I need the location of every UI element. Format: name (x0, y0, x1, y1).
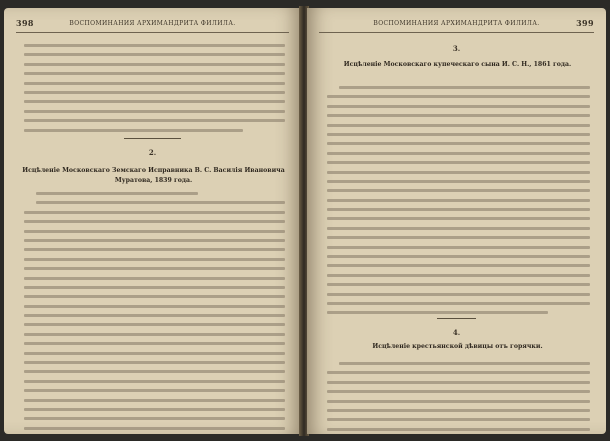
right-running-head (319, 18, 594, 30)
right-section-heading-top: Исцѣленіе Московскаго купеческаго сына И. С. Н., 1861 года. (343, 61, 572, 68)
left-section-number: 2. (148, 148, 157, 157)
left-section-heading: Исцѣленіе Московскаго Земскаго Исправника В. С. Василія Ивановича Муратова, 1839 года. (22, 167, 285, 184)
left-running-title: ВОСПОМИНАНИЯ АРХИМАНДРИТА ФИЛИЛА. (69, 20, 236, 27)
right-section-heading-bottom: Исцѣленіе крестьянской дѣвицы отъ горячки. (372, 343, 543, 350)
right-running-title: ВОСПОМИНАНИЯ АРХИМАНДРИТА ФИЛИЛА. (373, 20, 540, 27)
right-page (307, 8, 606, 434)
left-running-head (16, 18, 289, 30)
right-text-block-2 (327, 362, 590, 434)
left-text-block-2 (24, 192, 285, 434)
right-divider (437, 318, 476, 319)
left-header-rule (16, 32, 289, 33)
right-section-number-bottom: 4. (452, 328, 461, 337)
right-page-number: 399 (576, 18, 594, 28)
right-section-number-top: 3. (452, 44, 461, 53)
left-page (4, 8, 301, 434)
left-page-number: 398 (16, 18, 34, 28)
right-header-rule (319, 32, 594, 33)
right-text-block-1 (327, 86, 590, 321)
left-divider (124, 138, 181, 139)
left-text-block-1 (24, 44, 285, 138)
